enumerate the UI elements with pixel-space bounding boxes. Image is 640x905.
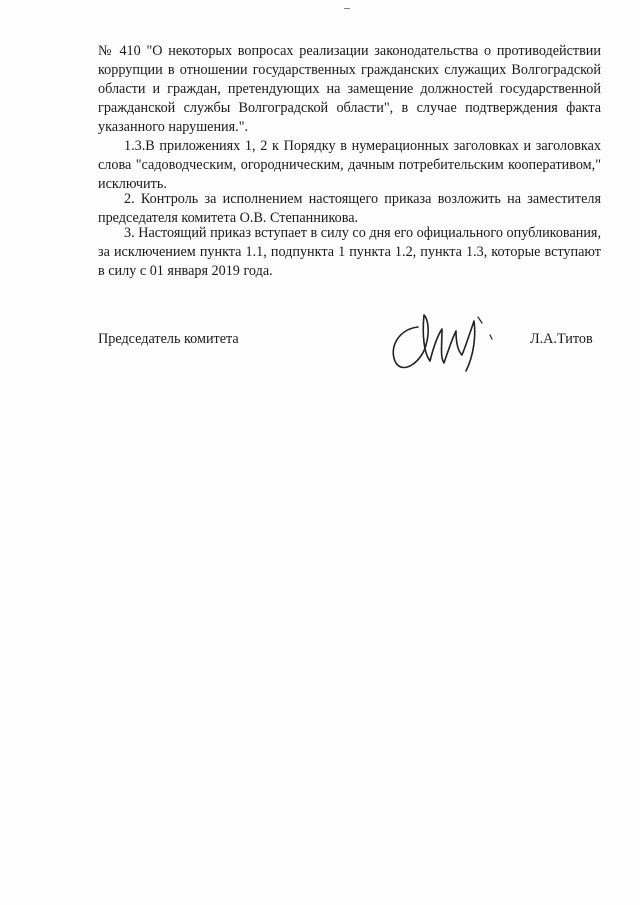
handwritten-signature [378, 305, 518, 375]
paragraph-item-2: 2. Контроль за исполнением настоящего приказа возложить на заместителя председателя комитета О.В. Степанникова. [98, 191, 601, 226]
signer-title: Председатель комитета [98, 331, 239, 347]
paragraph-item-1-3: 1.3.В приложениях 1, 2 к Порядку в нумерационных заголовках и заголовках слова "садоводческим, огородническим, дачным потребительским кооперативом," исключить. [98, 138, 601, 192]
paragraph-continuation: № 410 "О некоторых вопросах реализации законодательства о противодействии коррупции в отношении государственных гражданских служащих Волгоградской области и граждан, претендующих на замещение должностей государственной гражданской службы Волгоградской области", в случае подтверждения факта указанного нарушения.". [98, 43, 601, 135]
signer-name: Л.А.Титов [530, 331, 593, 347]
signature-block [98, 330, 601, 390]
scan-speck [344, 8, 350, 9]
paragraph-item-3: 3. Настоящий приказ вступает в силу со дня его официального опубликования, за исключением пункта 1.1, подпункта 1 пункта 1.2, пункта 1.3, которые вступают в силу с 01 января 2019 года. [98, 225, 601, 279]
